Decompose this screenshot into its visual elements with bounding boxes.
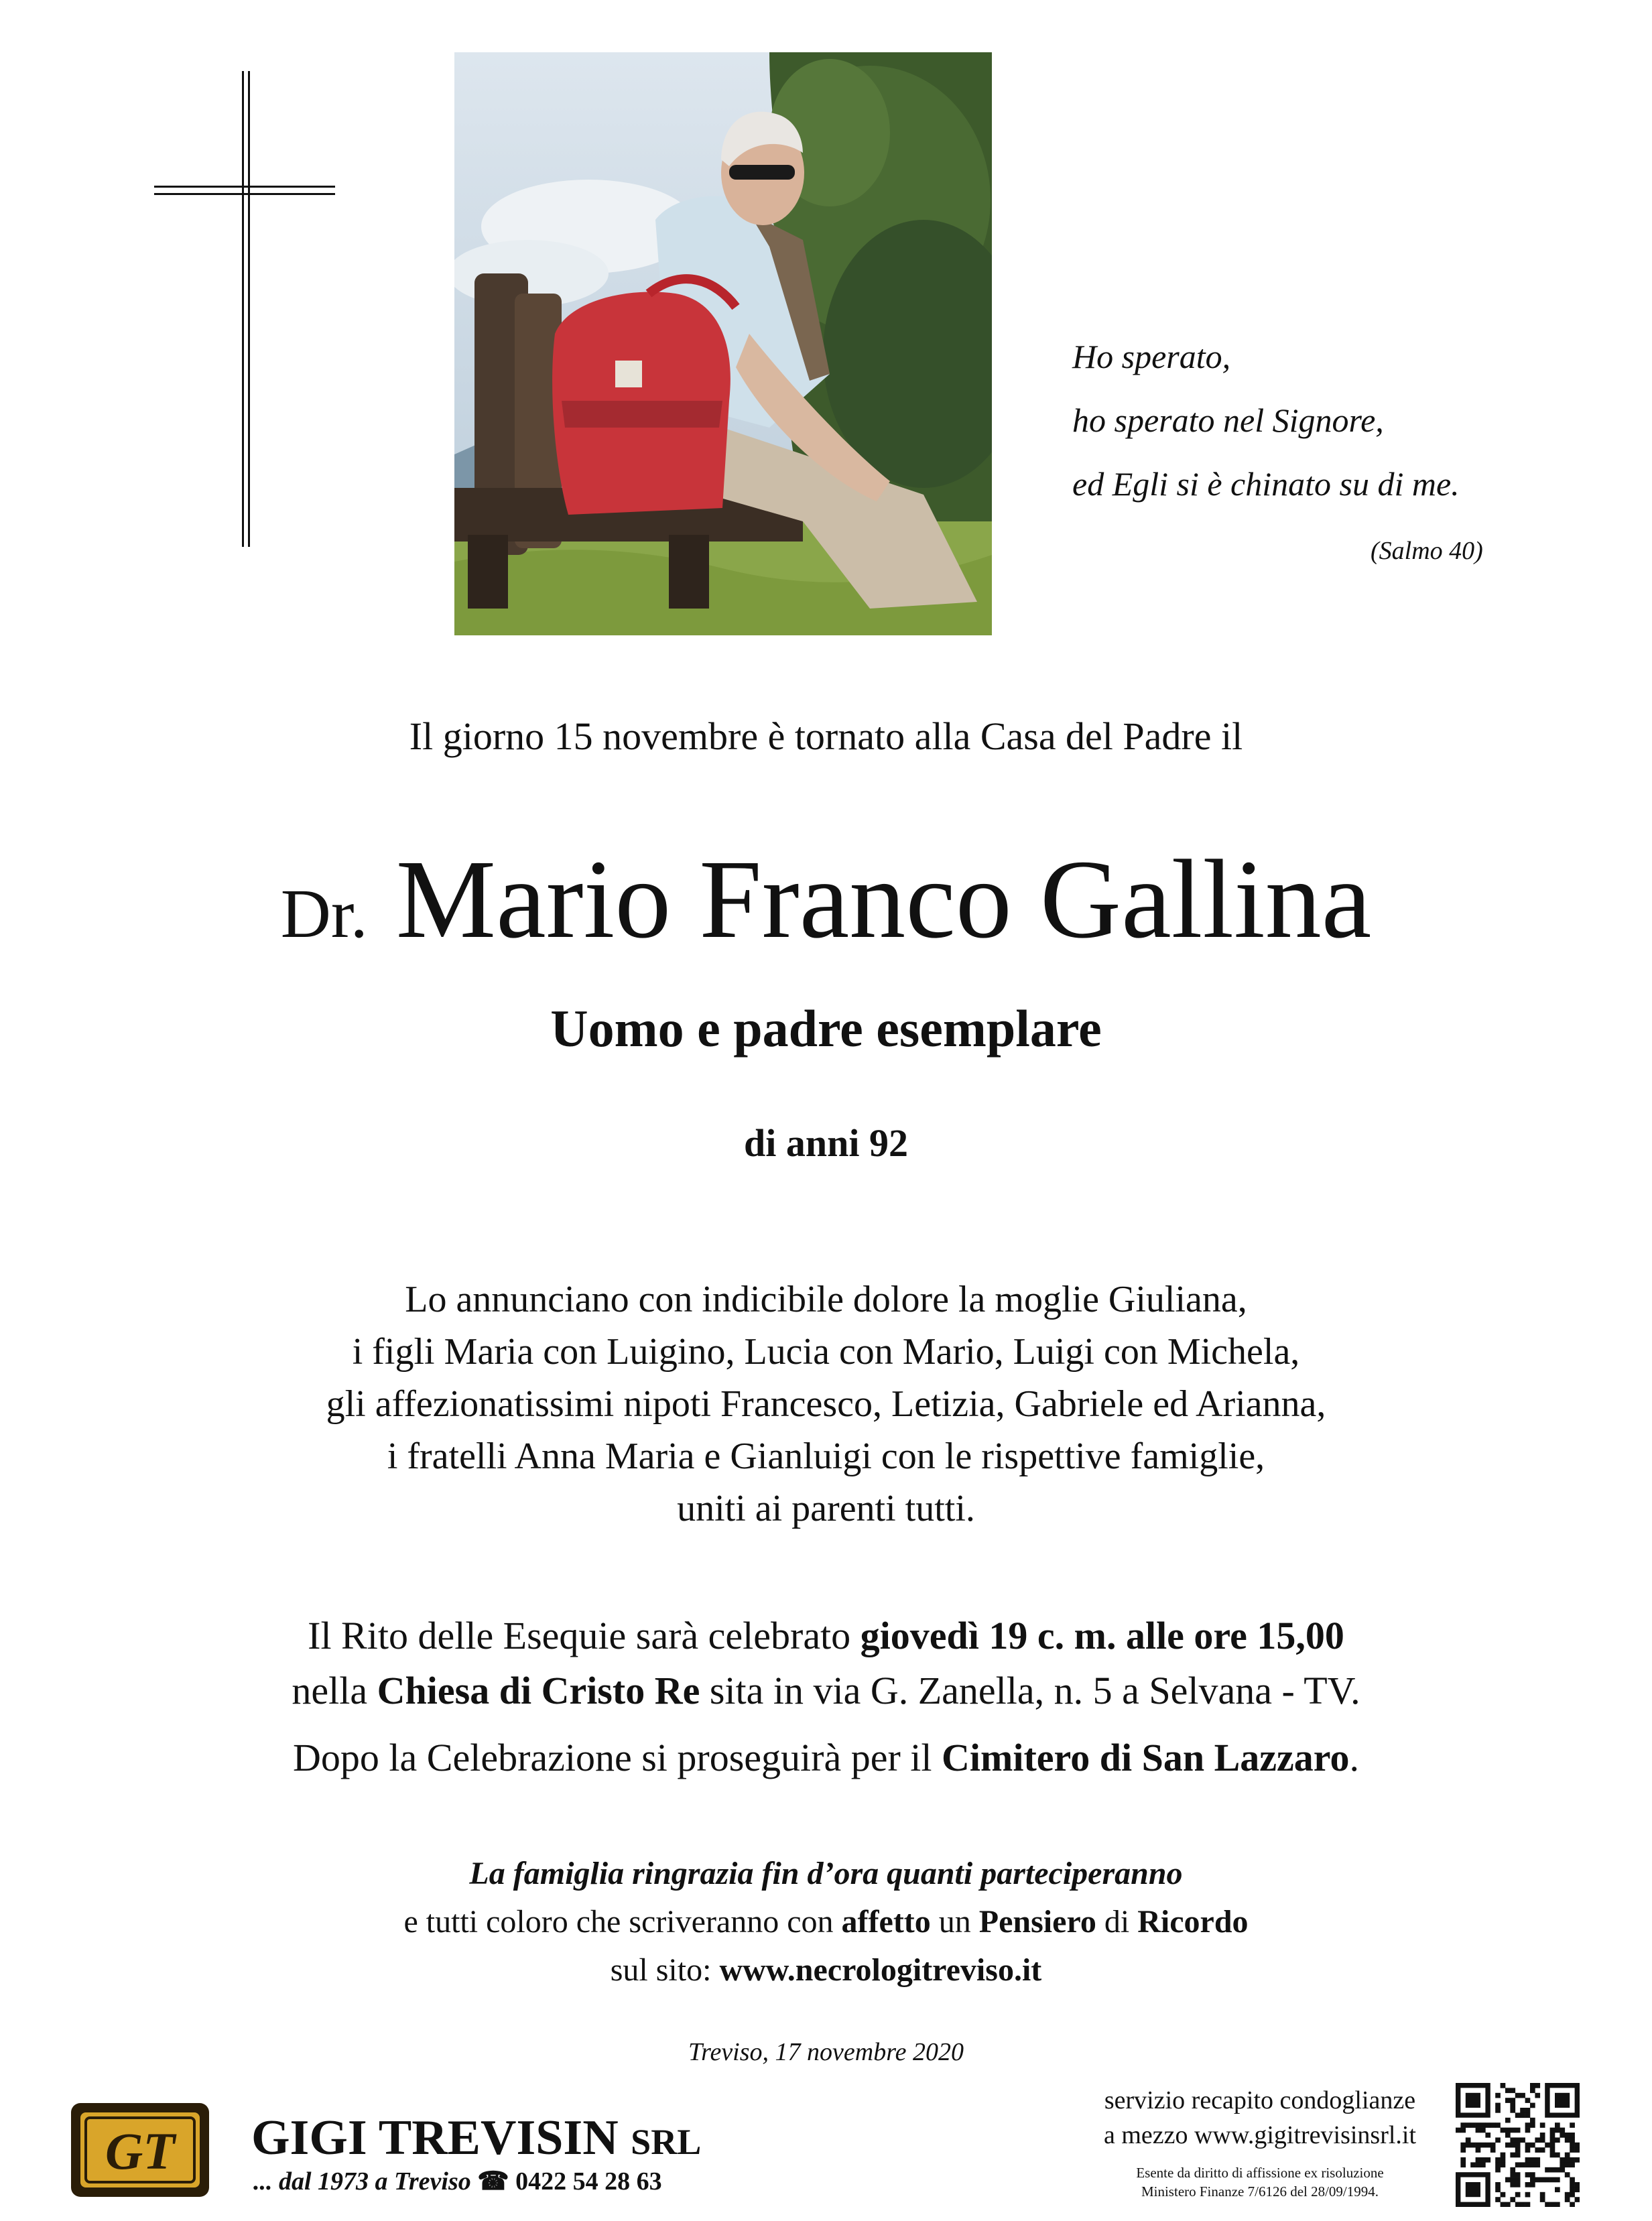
- thanks-text: sul sito:: [610, 1952, 720, 1988]
- thanks-text: La famiglia ringrazia fin d’ora quanti parteciperanno: [469, 1856, 1183, 1891]
- verse-reference: (Salmo 40): [1371, 537, 1483, 565]
- family-line: uniti ai parenti tutti.: [677, 1488, 975, 1529]
- age: di anni 92: [744, 1121, 908, 1165]
- phone-icon: ☎: [477, 2167, 509, 2196]
- company-tagline: [253, 2166, 662, 2196]
- thanks-line: [0, 1946, 1652, 1994]
- thanks-line: [0, 1898, 1652, 1946]
- rite-line: [0, 1663, 1652, 1718]
- motto: Uomo e padre esemplare: [550, 999, 1102, 1058]
- church-address: sita in via G. Zanella, n. 5 a Selvana - TV.: [700, 1669, 1360, 1712]
- thanks-text: un: [930, 1904, 979, 1940]
- thanks-note: [0, 1850, 1652, 1994]
- portrait-photo: [454, 52, 992, 635]
- cross-icon: [242, 71, 250, 547]
- rite-line: [0, 1608, 1652, 1663]
- qr-code-icon[interactable]: [1456, 2083, 1580, 2207]
- tagline-text: ... dal 1973 a Treviso: [253, 2167, 471, 2196]
- company-name: [251, 2110, 701, 2167]
- thanks-text: e tutti coloro che scriveranno con: [403, 1904, 842, 1940]
- website-link[interactable]: www.necrologitreviso.it: [719, 1952, 1042, 1988]
- thanks-bold: affetto: [841, 1904, 931, 1940]
- funeral-info: [0, 1608, 1652, 1785]
- phone-number[interactable]: 0422 54 28 63: [515, 2167, 662, 2196]
- exempt-line: Ministero Finanze 7/6126 del 28/09/1994.: [1141, 2183, 1379, 2200]
- verse: [1072, 325, 1460, 516]
- verse-line: Ho sperato,: [1072, 338, 1231, 375]
- company-name-text: GIGI TREVISIN: [251, 2110, 619, 2165]
- intro-text: Il giorno 15 novembre è tornato alla Casa del Padre il: [409, 714, 1243, 758]
- cross-icon-bar: [154, 186, 335, 195]
- service-website[interactable]: a mezzo www.gigitrevisinsrl.it: [1103, 2121, 1417, 2149]
- rite-text: Il Rito delle Esequie sarà celebrato: [308, 1614, 861, 1657]
- condolence-service: [1072, 2083, 1448, 2153]
- deceased-name: [0, 839, 1652, 974]
- rite-datetime: giovedì 19 c. m. alle ore 15,00: [860, 1614, 1344, 1657]
- svg-text:GT: GT: [105, 2122, 175, 2180]
- deceased-full-name: Mario Franco Gallina: [395, 837, 1372, 962]
- document-date: Treviso, 17 novembre 2020: [688, 2038, 964, 2066]
- thanks-bold: Ricordo: [1137, 1904, 1249, 1940]
- deceased-title: Dr.: [280, 875, 368, 952]
- thanks-line: [0, 1850, 1652, 1898]
- rite-text: nella: [292, 1669, 377, 1712]
- rite-text: Dopo la Celebrazione si proseguirà per il: [293, 1736, 942, 1779]
- verse-line: ho sperato nel Signore,: [1072, 401, 1384, 439]
- service-line: servizio recapito condoglianze: [1104, 2086, 1416, 2114]
- church-name: Chiesa di Cristo Re: [377, 1669, 700, 1712]
- tax-exemption-note: [1072, 2163, 1448, 2201]
- company-logo: [71, 2103, 209, 2197]
- family-line: gli affezionatissimi nipoti Francesco, Letizia, Gabriele ed Arianna,: [326, 1383, 1326, 1425]
- company-suffix: SRL: [631, 2122, 702, 2162]
- cemetery-name: Cimitero di San Lazzaro: [942, 1736, 1350, 1779]
- exempt-line: Esente da diritto di affissione ex risoluzione: [1136, 2165, 1384, 2181]
- family-line: i fratelli Anna Maria e Gianluigi con le rispettive famiglie,: [387, 1436, 1265, 1477]
- thanks-text: di: [1096, 1904, 1138, 1940]
- rite-line: [0, 1730, 1652, 1785]
- family-line: i figli Maria con Luigino, Lucia con Mario, Luigi con Michela,: [352, 1331, 1300, 1373]
- family-announcement: [0, 1273, 1652, 1535]
- rite-text: .: [1349, 1736, 1359, 1779]
- verse-line: ed Egli si è chinato su di me.: [1072, 465, 1460, 503]
- thanks-bold: Pensiero: [978, 1904, 1096, 1940]
- family-line: Lo annunciano con indicibile dolore la moglie Giuliana,: [405, 1279, 1247, 1320]
